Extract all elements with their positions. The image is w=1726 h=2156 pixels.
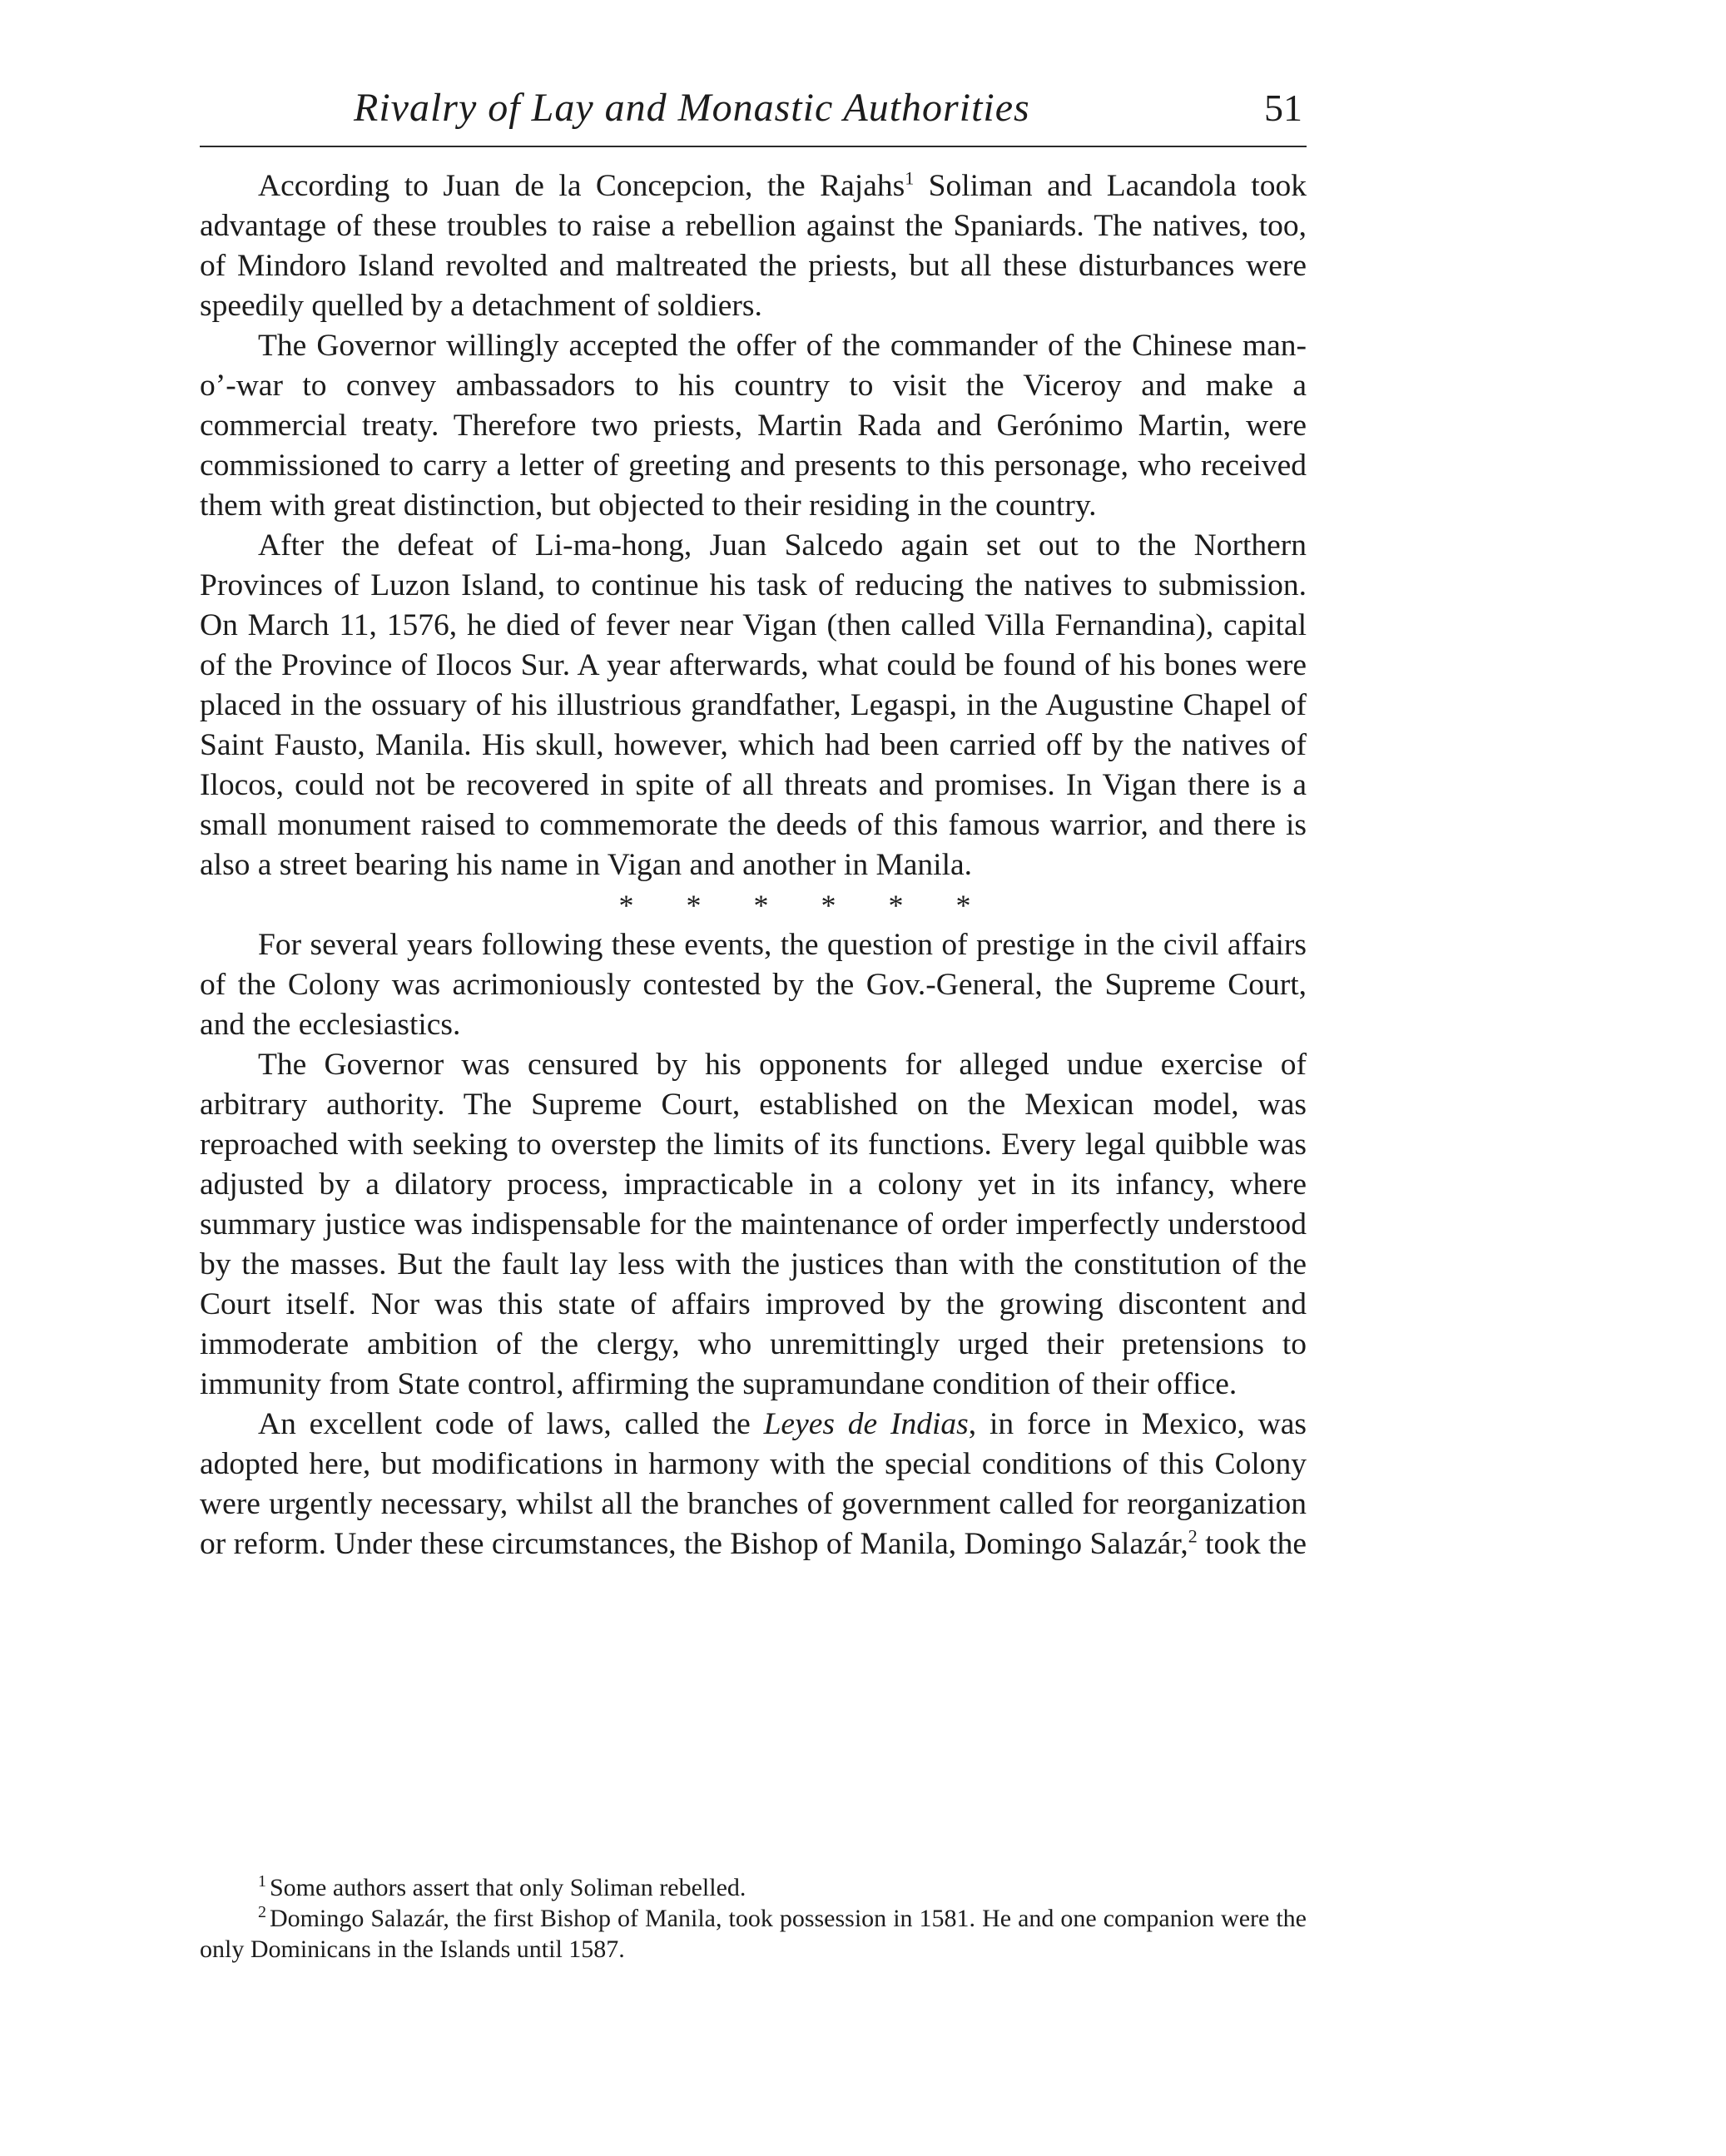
footnote-1 bbox=[200, 1872, 1307, 1903]
paragraph-6-text-c: took the bbox=[1197, 1527, 1307, 1561]
paragraph-3: After the defeat of Li-ma-hong, Juan Salcedo again set out to the Northern Provinces of Luzon Island, to continue his task of reducing the natives to submission. On March 11, 1576, he died of fever near Vigan (then called Villa Fernandina), capital of the Province of Ilocos Sur. A year afterwards, what could be found of his bones were placed in the ossuary of his illustrious grandfather, Legaspi, in the Augustine Chapel of Saint Fausto, Manila. His skull, however, which had been carried off by the natives of Ilocos, could not be recovered in spite of all threats and promises. In Vigan there is a small monument raised to commemorate the deeds of this famous warrior, and there is also a street bearing his name in Vigan and another in Manila. bbox=[200, 528, 1307, 882]
footnote-ref-2: 2 bbox=[1188, 1525, 1198, 1547]
italic-title-leyes-de-indias: Leyes de Indias bbox=[763, 1407, 969, 1441]
footnote-1-mark: 1 bbox=[258, 1872, 266, 1891]
footnote-1-text: Some authors assert that only Soliman rebelled. bbox=[270, 1874, 746, 1901]
paragraph-6-text-a: An excellent code of laws, called the bbox=[258, 1407, 764, 1441]
footnote-2-mark: 2 bbox=[258, 1903, 266, 1921]
paragraph-1-text-b: Soliman and Lacandola took advantage of these troubles to raise a rebellion against the Spaniards. The natives, too, of Mindoro Island revolted and maltreated the priests, but all these disturbances were speedily quelled by a detachment of soldiers. bbox=[200, 169, 1307, 323]
page-number: 51 bbox=[1264, 87, 1302, 129]
header-rule bbox=[200, 146, 1307, 147]
footnote-2 bbox=[200, 1903, 1307, 1965]
paragraph-6-text-b: , in force in Mexico, was adopted here, but modifications in harmony with the special conditions of this Colony were urgently necessary, whilst all the branches of government called for reorganization or reform. Under these circumstances, the Bishop of Manila, Domingo Salazár, bbox=[200, 1407, 1307, 1561]
paragraph-4: For several years following these events, the question of prestige in the civil affairs of the Colony was acrimoniously contested by the Gov.-General, the Supreme Court, and the ecclesiastics. bbox=[200, 928, 1307, 1042]
footnote-2-text: Domingo Salazár, the first Bishop of Manila, took possession in 1581. He and one companion were the only Dominicans in the Islands until 1587. bbox=[200, 1905, 1307, 1963]
paragraph-2: The Governor willingly accepted the offer of the commander of the Chinese man-o’-war to convey ambassadors to his country to visit the Viceroy and make a commercial treaty. Therefore two priests, Martin Rada and Gerónimo Martin, were commissioned to carry a letter of greeting and presents to this personage, who received them with great distinction, but objected to their residing in the country. bbox=[200, 329, 1307, 523]
body-text bbox=[200, 166, 1307, 1564]
paragraph-6 bbox=[200, 1405, 1307, 1564]
paragraph-1-text-a: According to Juan de la Concepcion, the Rajahs bbox=[258, 169, 905, 203]
footnote-ref-1: 1 bbox=[905, 167, 915, 189]
section-separator: * * * * * * bbox=[618, 889, 971, 922]
paragraph-5: The Governor was censured by his opponents for alleged undue exercise of arbitrary authority. The Supreme Court, established on the Mexican model, was reproached with seeking to overstep the limits of its functions. Every legal quibble was adjusted by a dilatory process, impracticable in a colony yet in its infancy, where summary justice was indispensable for the maintenance of order imperfectly understood by the masses. But the fault lay less with the justices than with the constitution of the Court itself. Nor was this state of affairs improved by the growing discontent and immoderate ambition of the clergy, who unremittingly urged their pretensions to immunity from State control, affirming the supramundane condition of their office. bbox=[200, 1048, 1307, 1401]
running-head bbox=[200, 79, 1307, 146]
paragraph-1 bbox=[200, 166, 1307, 326]
running-title: Rivalry of Lay and Monastic Authorities bbox=[354, 86, 1030, 130]
footnotes bbox=[200, 1872, 1307, 1965]
